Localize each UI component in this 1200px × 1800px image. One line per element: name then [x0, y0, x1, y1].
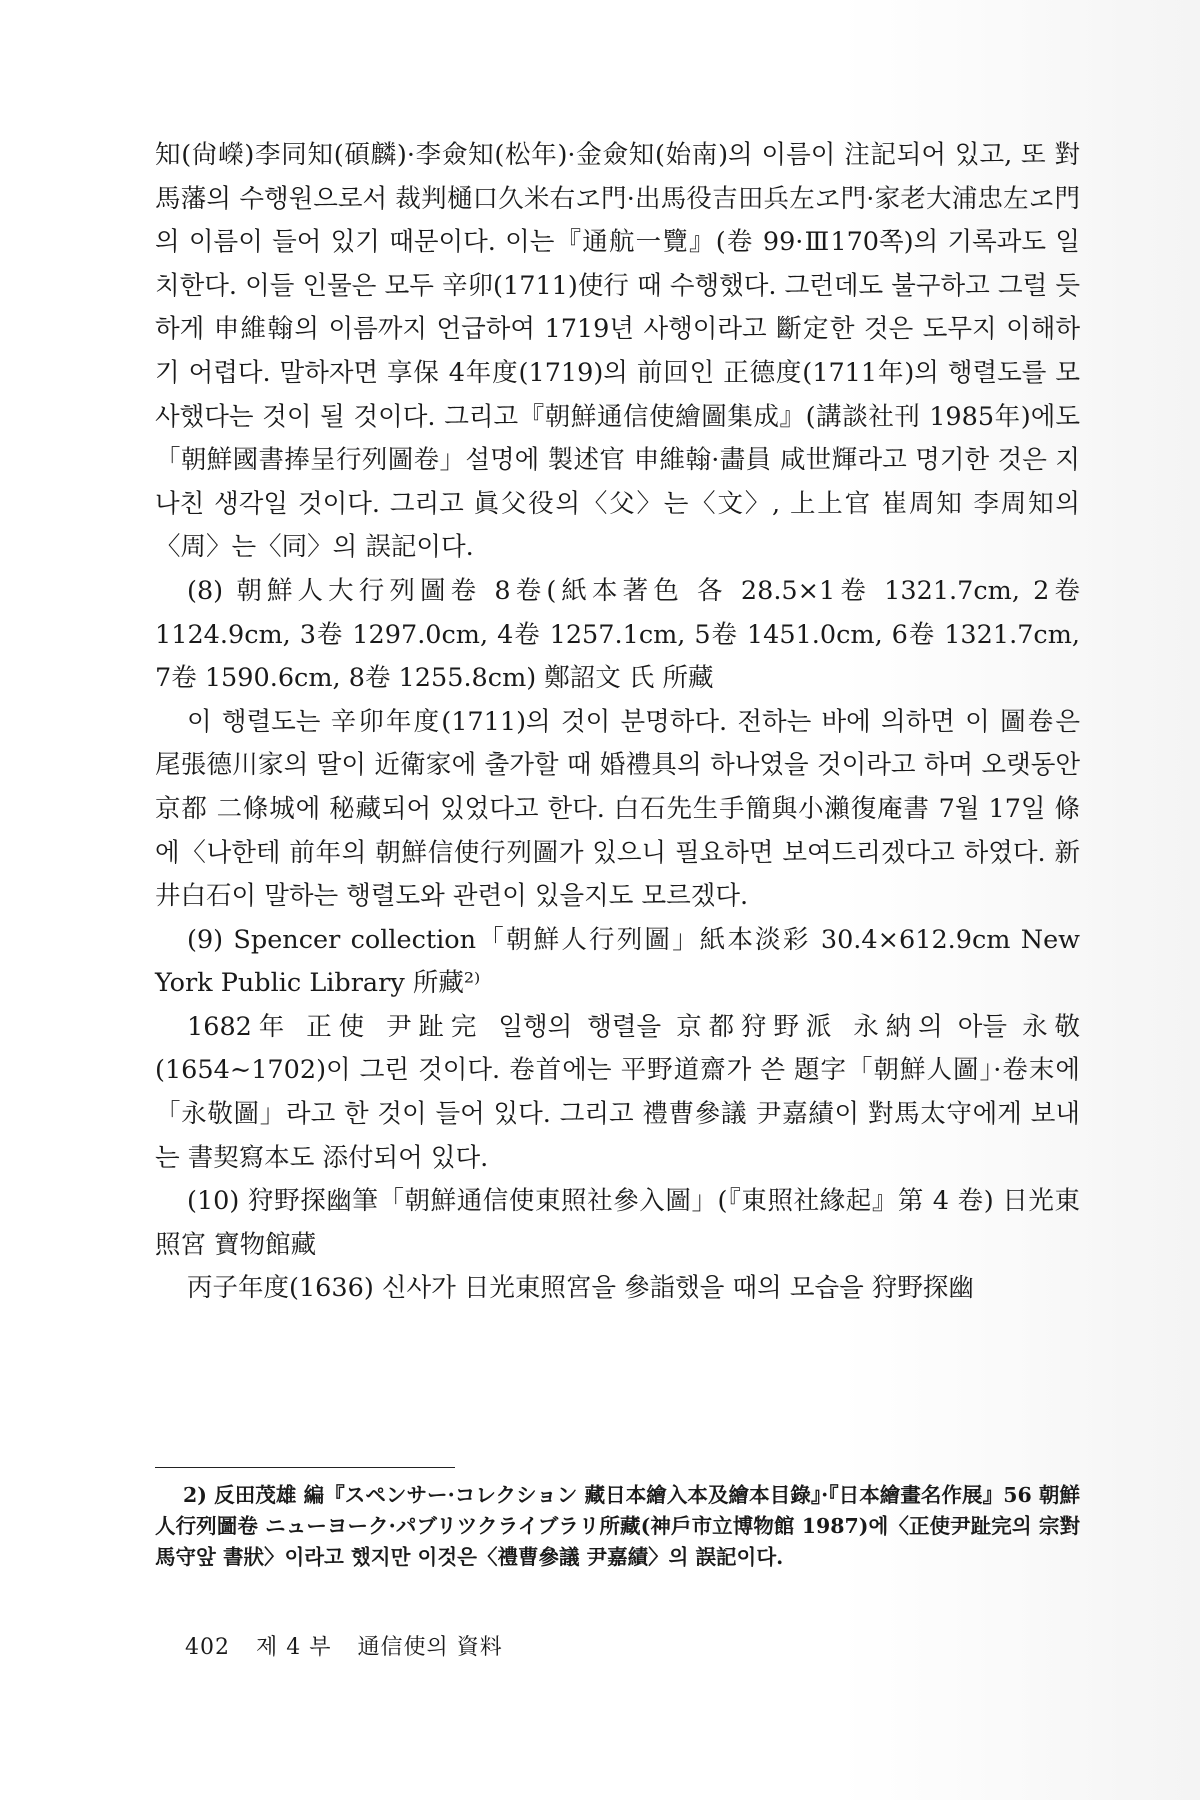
paragraph-continuation: 知(尙嶸)李同知(碩麟)·李僉知(松年)·金僉知(始南)의 이름이 注記되어 있고, 또 對馬藩의 수행원으로서 裁判樋口久米右ヱ門·出馬役吉田兵左ヱ門·家老大浦忠左ヱ門의 이름이 들어 있기 때문이다. 이는『通航一覽』(卷 99·Ⅲ170쪽)의 기록과도 일치한다. 이들 인물은 모두 辛卯(1711)使行 때 수행했다. 그런데도 불구하고 그럴 듯하게 申維翰의 이름까지 언급하여 1719년 사행이라고 斷定한 것은 도무지 이해하기 어렵다. 말하자면 享保 4年度(1719)의 前回인 正德度(1711年)의 행렬도를 모사했다는 것이 될 것이다. 그리고『朝鮮通信使繪圖集成』(講談社刊 1985年)에도「朝鮮國書捧呈行列圖卷」설명에 製述官 申維翰·畵員 咸世輝라고 명기한 것은 지나친 생각일 것이다. 그리고 眞父役의〈父〉는〈文〉, 上上官 崔周知 李周知의〈周〉는〈同〉의 誤記이다.: [155, 140, 1080, 563]
item-9-heading: (9) Spencer collection「朝鮮人行列圖」紙本淡彩 30.4×612.9cm New York Public Library 所藏²⁾: [155, 924, 1080, 999]
page-footer: [185, 1630, 521, 1661]
page-number: 402: [185, 1635, 230, 1660]
footnote-divider: [155, 1467, 455, 1468]
item-8-description: 이 행렬도는 辛卯年度(1711)의 것이 분명하다. 전하는 바에 의하면 이 圖卷은 尾張德川家의 딸이 近衛家에 출가할 때 婚禮具의 하나였을 것이라고 하며 오랫동안 京都 二條城에 秘藏되어 있었다고 한다. 白石先生手簡與小瀨復庵書 7월 17일 條에〈나한테 前年의 朝鮮信使行列圖가 있으니 필요하면 보여드리겠다고 하였다. 新井白石이 말하는 행렬도와 관련이 있을지도 모르겠다.: [155, 706, 1080, 912]
item-10-description: 丙子年度(1636) 신사가 日光東照宮을 參詣했을 때의 모습을 狩野探幽: [187, 1273, 974, 1304]
body-text: [155, 134, 1080, 1311]
part-label: 제 4 부: [256, 1635, 332, 1660]
footnote-2: 2) 反田茂雄 編『スペンサー·コレクション 藏日本繪入本及繪本目錄』·『日本繪畫名作展』56 朝鮮人行列圖卷 ニューヨーク·パブリツクライブラリ所藏(神戶市立博物館 1987)에〈正使尹趾完의 宗對馬守앞 書狀〉이라고 했지만 이것은〈禮曹參議 尹嘉績〉의 誤記이다.: [155, 1483, 1080, 1569]
section-title: 通信使의 資料: [357, 1635, 503, 1660]
footnote: [155, 1480, 1080, 1573]
item-9-description: 1682年 正使 尹趾完 일행의 행렬을 京都狩野派 永納의 아들 永敬(1654∼1702)이 그린 것이다. 卷首에는 平野道齋가 쓴 題字「朝鮮人圖」·卷末에「永敬圖」라고 한 것이 들어 있다. 그리고 禮曹參議 尹嘉績이 對馬太守에게 보내는 書契寫本도 添付되어 있다.: [155, 1011, 1080, 1173]
item-10-heading: (10) 狩野探幽筆「朝鮮通信使東照社參入圖」(『東照社緣起』第 4 卷) 日光東照宮 寶物館藏: [155, 1186, 1080, 1260]
item-8-heading: (8) 朝鮮人大行列圖卷 8卷(紙本著色 各 28.5×1卷 1321.7cm, 2卷 1124.9cm, 3卷 1297.0cm, 4卷 1257.1cm, 5卷 1451.0cm, 6卷 1321.7cm, 7卷 1590.6cm, 8卷 1255.8cm) 鄭詔文 氏 所藏: [155, 575, 1080, 694]
